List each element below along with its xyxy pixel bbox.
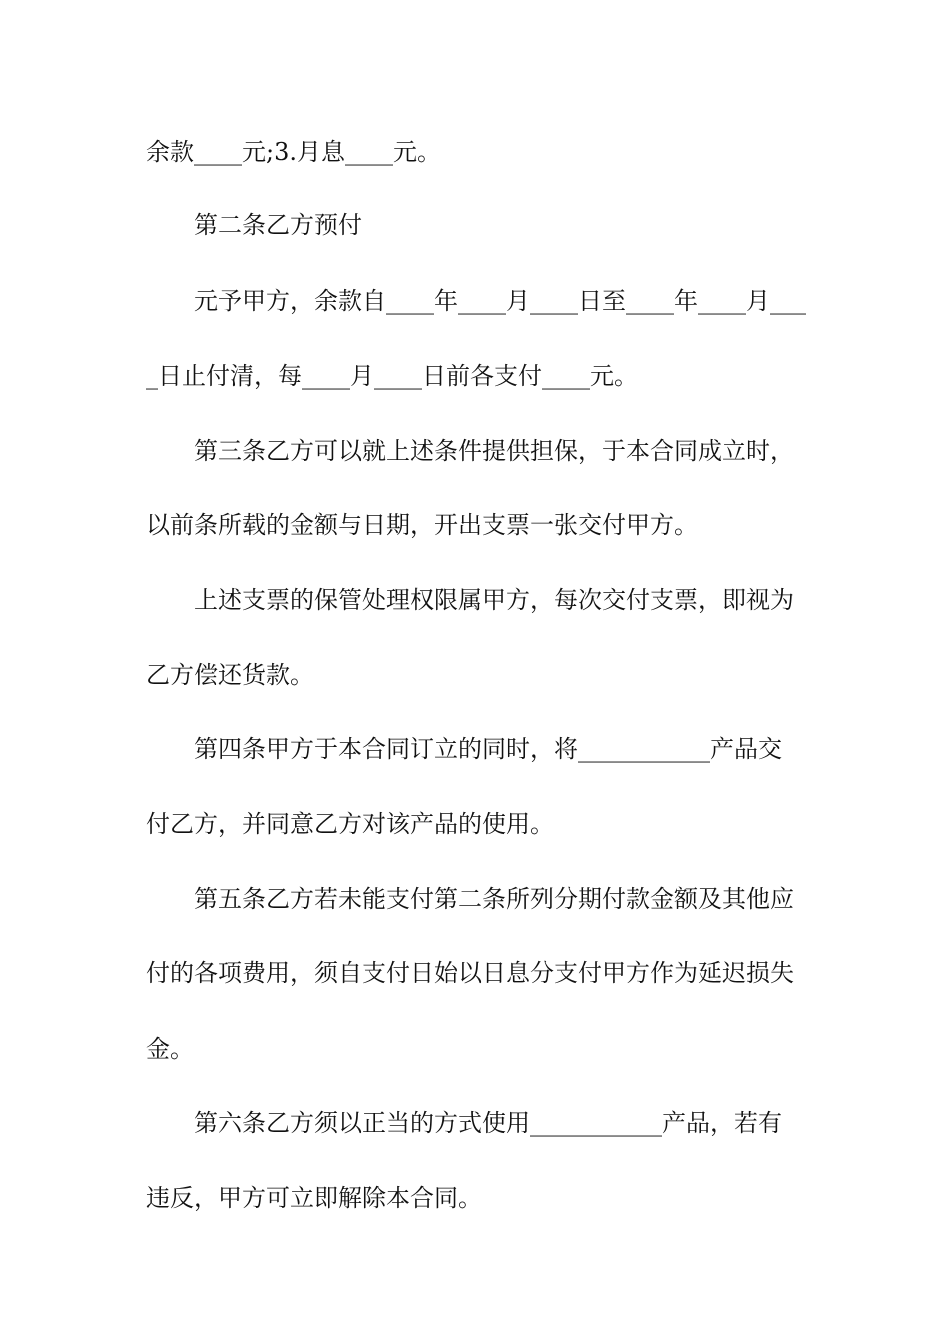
text-line: 违反，甲方可立即解除本合同。 bbox=[146, 1184, 482, 1212]
text-line: 第三条乙方可以就上述条件提供担保，于本合同成立时， bbox=[194, 437, 794, 465]
text-line: 乙方偿还货款。 bbox=[146, 661, 314, 689]
text-line: 付乙方，并同意乙方对该产品的使用。 bbox=[146, 810, 554, 838]
text-line: 元予甲方，余款自____年____月____日至____年____月___ bbox=[194, 287, 806, 315]
text-line: 第六条乙方须以正当的方式使用___________产品，若有 bbox=[194, 1109, 782, 1137]
text-line: 余款____元;3.月息____元。 bbox=[146, 138, 441, 166]
text-line: 第四条甲方于本合同订立的同时，将___________产品交 bbox=[194, 735, 782, 763]
text-line: 第五条乙方若未能支付第二条所列分期付款金额及其他应 bbox=[194, 885, 794, 913]
text-line: _日止付清，每____月____日前各支付____元。 bbox=[146, 362, 638, 390]
text-line: 以前条所载的金额与日期，开出支票一张交付甲方。 bbox=[146, 511, 698, 539]
text-line: 第二条乙方预付 bbox=[194, 211, 362, 239]
text-line: 金。 bbox=[146, 1035, 194, 1063]
text-line: 上述支票的保管处理权限属甲方，每次交付支票，即视为 bbox=[194, 586, 794, 614]
text-line: 付的各项费用，须自支付日始以日息分支付甲方作为延迟损失 bbox=[146, 959, 794, 987]
